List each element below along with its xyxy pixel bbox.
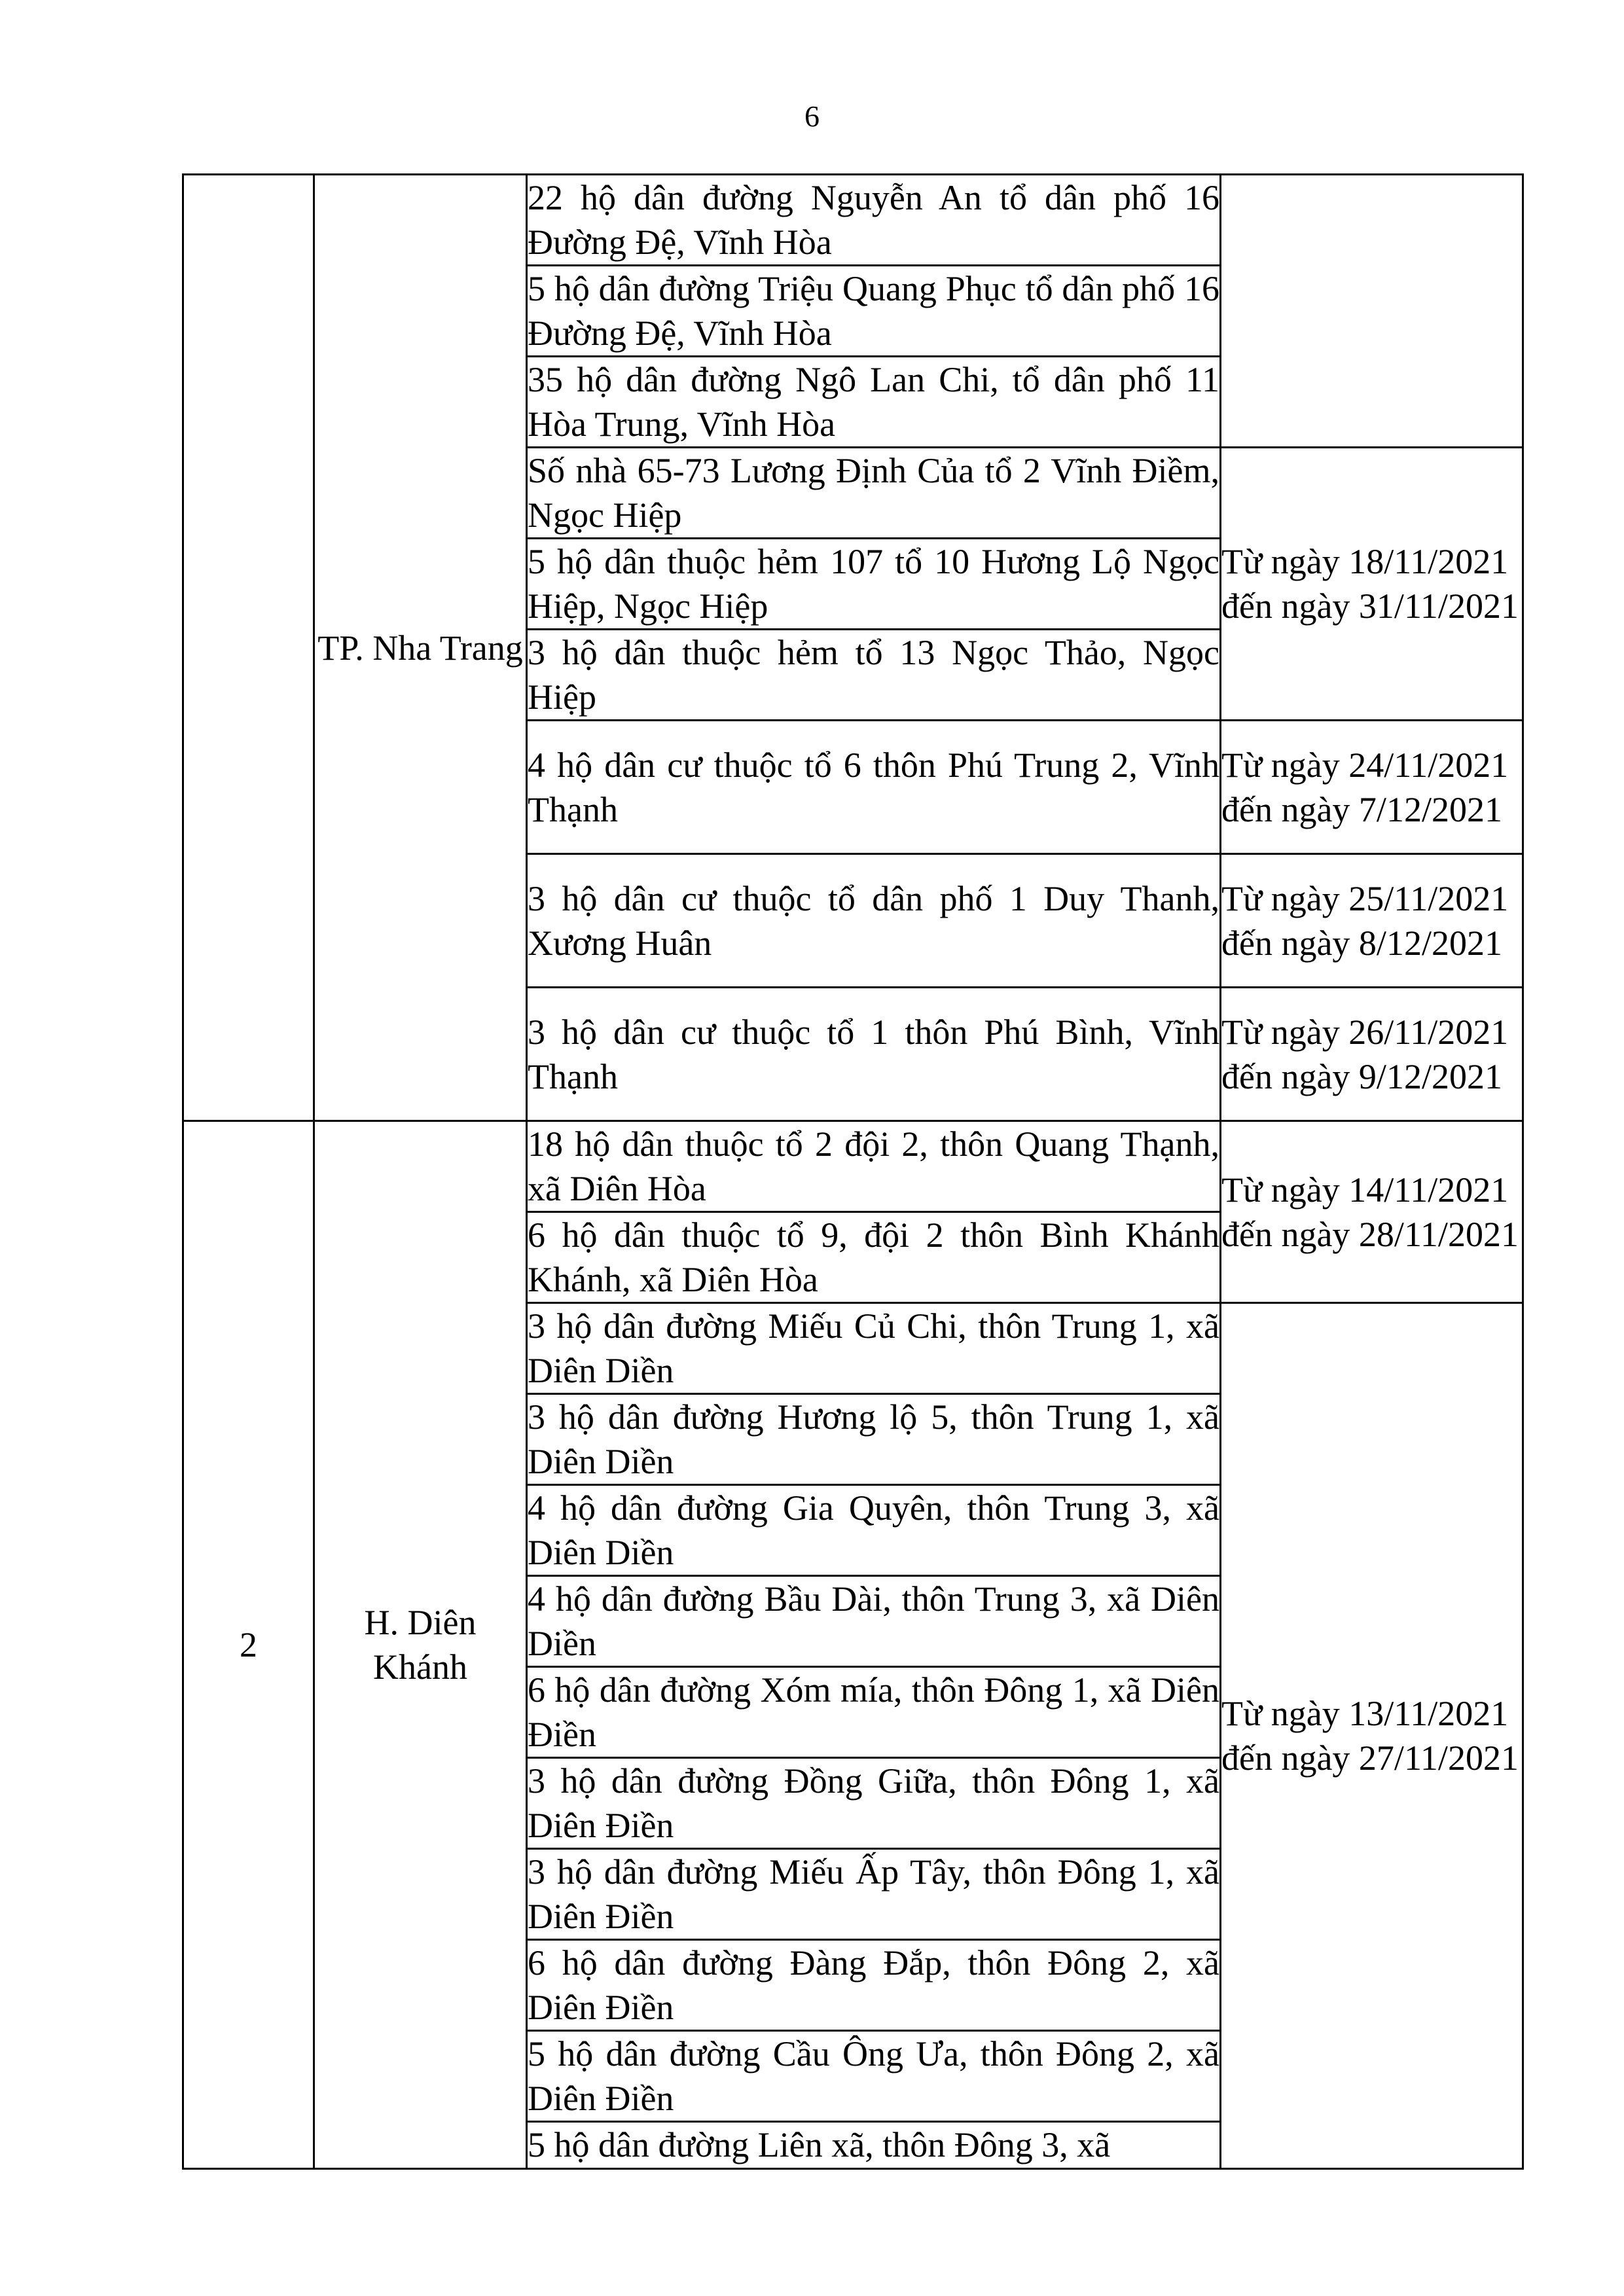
address-cell: Số nhà 65-73 Lương Định Của tổ 2 Vĩnh Điềm, Ngọc Hiệp [527,448,1221,539]
address-cell: 3 hộ dân đường Miếu Ấp Tây, thôn Đông 1, xã Diên Điền [527,1849,1221,1940]
date-cell: Từ ngày 13/11/2021 đến ngày 27/11/2021 [1221,1303,1523,2169]
date-cell: Từ ngày 26/11/2021 đến ngày 9/12/2021 [1221,988,1523,1121]
address-cell: 4 hộ dân đường Bầu Dài, thôn Trung 3, xã Diên Diền [527,1576,1221,1667]
address-cell: 3 hộ dân cư thuộc tổ dân phố 1 Duy Thanh, Xương Huân [527,854,1221,988]
quarantine-area-table [182,173,1524,2170]
date-cell: Từ ngày 25/11/2021 đến ngày 8/12/2021 [1221,854,1523,988]
address-cell: 18 hộ dân thuộc tổ 2 đội 2, thôn Quang Thạnh, xã Diên Hòa [527,1121,1221,1212]
address-cell: 5 hộ dân thuộc hẻm 107 tổ 10 Hương Lộ Ngọc Hiệp, Ngọc Hiệp [527,539,1221,630]
table-row [183,175,1523,266]
date-cell: Từ ngày 18/11/2021 đến ngày 31/11/2021 [1221,448,1523,721]
address-cell: 6 hộ dân đường Đàng Đắp, thôn Đông 2, xã Diên Điền [527,1940,1221,2031]
unit-cell: TP. Nha Trang [314,175,527,1121]
unit-cell: H. Diên Khánh [314,1121,527,2169]
address-cell: 3 hộ dân đường Đồng Giữa, thôn Đông 1, xã Diên Điền [527,1758,1221,1849]
address-cell: 22 hộ dân đường Nguyễn An tổ dân phố 16 Đường Đệ, Vĩnh Hòa [527,175,1221,266]
address-cell: 35 hộ dân đường Ngô Lan Chi, tổ dân phố 11 Hòa Trung, Vĩnh Hòa [527,357,1221,448]
address-cell: 5 hộ dân đường Cầu Ông Ưa, thôn Đông 2, xã Diên Điền [527,2031,1221,2122]
date-cell [1221,175,1523,448]
table-row [183,1121,1523,1212]
address-cell: 4 hộ dân đường Gia Quyên, thôn Trung 3, xã Diên Diền [527,1485,1221,1576]
date-cell: Từ ngày 14/11/2021 đến ngày 28/11/2021 [1221,1121,1523,1303]
page-number: 6 [804,99,820,133]
stt-cell: 2 [183,1121,314,2169]
date-cell: Từ ngày 24/11/2021 đến ngày 7/12/2021 [1221,721,1523,854]
address-cell: 6 hộ dân đường Xóm mía, thôn Đông 1, xã Diên Điền [527,1667,1221,1758]
address-cell: 3 hộ dân cư thuộc tổ 1 thôn Phú Bình, Vĩnh Thạnh [527,988,1221,1121]
address-cell: 6 hộ dân thuộc tổ 9, đội 2 thôn Bình Khánh Khánh, xã Diên Hòa [527,1212,1221,1303]
address-cell: 3 hộ dân đường Hương lộ 5, thôn Trung 1, xã Diên Diền [527,1394,1221,1485]
stt-cell [183,175,314,1121]
address-cell: 4 hộ dân cư thuộc tổ 6 thôn Phú Trung 2, Vĩnh Thạnh [527,721,1221,854]
address-cell: 3 hộ dân đường Miếu Củ Chi, thôn Trung 1, xã Diên Diền [527,1303,1221,1394]
address-cell: 3 hộ dân thuộc hẻm tổ 13 Ngọc Thảo, Ngọc Hiệp [527,630,1221,721]
address-cell: 5 hộ dân đường Triệu Quang Phục tổ dân phố 16 Đường Đệ, Vĩnh Hòa [527,266,1221,357]
address-cell: 5 hộ dân đường Liên xã, thôn Đông 3, xã [527,2122,1221,2169]
